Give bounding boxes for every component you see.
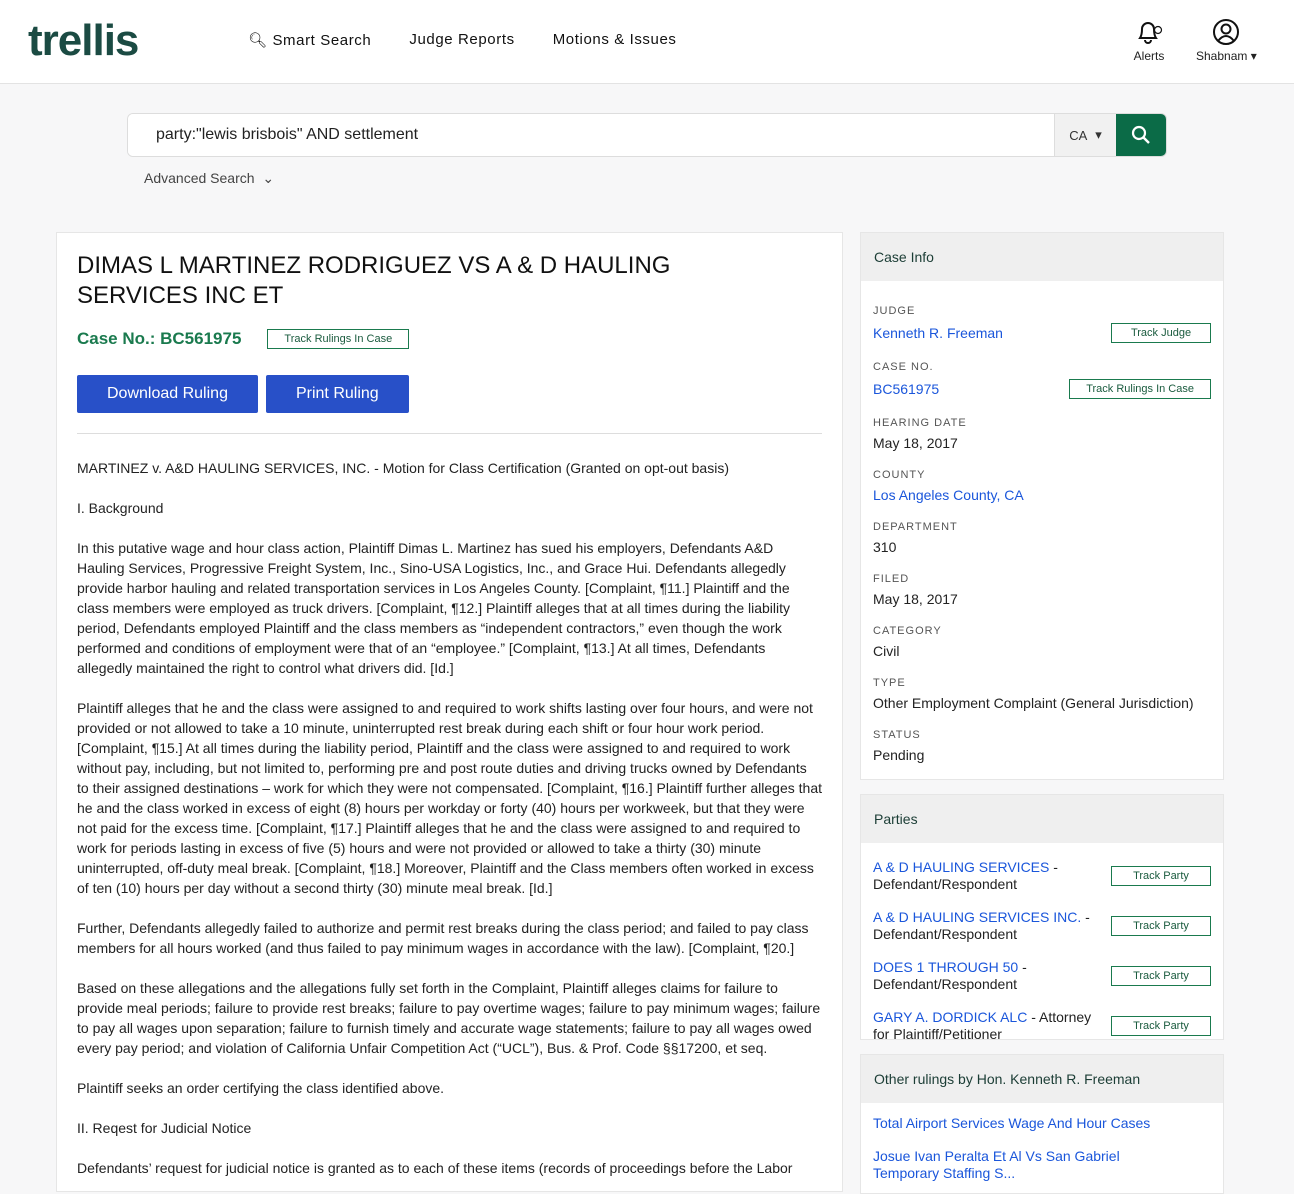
other-ruling-link[interactable]: Total Airport Services Wage And Hour Cases [873, 1115, 1151, 1131]
track-party-button[interactable]: Track Party [1111, 866, 1211, 886]
field-label: HEARING DATE [873, 417, 967, 429]
track-party-button[interactable]: Track Party [1111, 916, 1211, 936]
party-link[interactable]: GARY A. DORDICK ALC [873, 1009, 1028, 1025]
party-role: - Attorney for Plaintiff/Petitioner [873, 1009, 1092, 1042]
field-label: CATEGORY [873, 625, 942, 637]
party-link[interactable]: DOES 1 THROUGH 50 [873, 959, 1019, 975]
advanced-search-toggle[interactable]: Advanced Search ⌄ [144, 170, 275, 186]
party-role: - Defendant/Respondent [873, 859, 1058, 892]
track-judge-button[interactable]: Track Judge [1111, 323, 1211, 343]
user-name: Shabnam [1196, 49, 1248, 63]
field-value: 310 [873, 539, 897, 555]
track-rulings-side-button[interactable]: Track Rulings In Case [1069, 379, 1211, 399]
party-item [861, 1001, 1223, 1051]
party-item [861, 901, 1223, 951]
chevron-down-icon: ⌄ [262, 170, 275, 186]
parties-panel [860, 794, 1224, 1040]
party-link[interactable]: A & D HAULING SERVICES [873, 859, 1050, 875]
field-value: Civil [873, 643, 900, 659]
parties-heading: Parties [861, 795, 1223, 843]
ruling-paragraph: Further, Defendants allegedly failed to authorize and permit rest breaks during the class period; and failed to pay class members for all hours worked (and thus failed to pay minimum wages in accordance with the law). [Complaint, ¶20.] [77, 920, 809, 956]
user-icon [1212, 18, 1240, 46]
party-item [861, 951, 1223, 1001]
search-input[interactable] [128, 114, 1054, 156]
ruling-paragraph: I. Background [77, 500, 164, 516]
case-no-label: CASE NO. [873, 361, 934, 373]
alerts-label: Alerts [1133, 49, 1165, 63]
other-ruling-link[interactable]: Josue Ivan Peralta Et Al Vs San Gabriel Temporary Staffing S... [873, 1148, 1120, 1181]
track-rulings-button[interactable]: Track Rulings In Case [267, 329, 409, 349]
ruling-paragraph: II. Reqest for Judicial Notice [77, 1120, 252, 1136]
ruling-text [77, 458, 822, 1178]
field-label: TYPE [873, 677, 906, 689]
search-button[interactable] [1116, 114, 1166, 156]
case-title: DIMAS L MARTINEZ RODRIGUEZ VS A & D HAULING SERVICES INC ET [77, 252, 671, 309]
caret-down-icon: ▾ [1250, 49, 1257, 63]
field-value: Other Employment Complaint (General Jurisdiction) [873, 695, 1194, 711]
user-menu[interactable] [1196, 18, 1257, 63]
field-label: DEPARTMENT [873, 521, 958, 533]
nav-smart-search[interactable]: 🔍︎ Smart Search [248, 32, 372, 49]
ruling-paragraph: In this putative wage and hour class action, Plaintiff Dimas L. Martinez has sued his employers, Defendants A&D Hauling Services, Progressive Freight System, Inc., Sino-USA Logistics, Inc., and Grace Hui. Defendants allegedly provide harbor hauling and related transportation services in Los Angeles County. [Complaint, ¶11.] Plaintiff and the class members were employed as truck drivers. [Complaint, ¶12.] Plaintiff alleges that at all times during the liability period, Defendants employed Plaintiff and the class members as “independent contractors,” even though the work performed and conditions of employment were that of an “employee.” [Complaint, ¶13.] At all times, Defendants allegedly maintained the right to control what drivers did. [Id.] [77, 540, 791, 676]
case-info-panel [860, 232, 1224, 780]
field-label: STATUS [873, 729, 921, 741]
field-value: Pending [873, 747, 925, 763]
ruling-paragraph: Plaintiff alleges that he and the class were assigned to and required to work shifts lasting over four hours, and were not provided or not allowed to take a 10 minute, uninterrupted rest break during each shift or four hour work period. [Complaint, ¶15.] At all times during the liability period, Plaintiff and the class were assigned to and required to work without pay, including, but not limited to, performing pre and post route duties and driving trucks owned by Defendants to their assigned destinations – work for which they were not compensated. [Complaint, ¶16.] Plaintiff further alleges that he and the class worked in excess of eight (8) hours per workday or forty (40) hours per workweek, but that they were not paid for the excess time. [Complaint, ¶17.] Plaintiff alleges that he and the class were assigned to and required to work for periods lasting in excess of five (5) hours and were not provided or allowed to take a thirty (30) minute uninterrupted, off-duty meal break. [Complaint, ¶18.] Moreover, Plaintiff and the Class members often worked in excess of ten (10) hours per day without a second thirty (30) minute meal break. [Id.] [77, 700, 822, 896]
track-party-button[interactable]: Track Party [1111, 966, 1211, 986]
ruling-panel [56, 232, 843, 1192]
print-ruling-button[interactable]: Print Ruling [266, 375, 409, 413]
divider [77, 433, 822, 434]
nav-motions-issues[interactable]: Motions & Issues [552, 31, 677, 48]
search-icon [1131, 125, 1151, 145]
judge-link[interactable]: Kenneth R. Freeman [873, 325, 1003, 341]
field-value: May 18, 2017 [873, 591, 958, 607]
party-link[interactable]: A & D HAULING SERVICES INC. [873, 909, 1082, 925]
party-item [861, 851, 1223, 901]
ruling-paragraph: Defendants’ request for judicial notice is granted as to each of these items (records of proceedings before the Labor [77, 1160, 793, 1176]
search-bar [127, 113, 1167, 157]
field-value[interactable]: Los Angeles County, CA [873, 487, 1024, 503]
download-ruling-button[interactable]: Download Ruling [77, 375, 258, 413]
other-rulings-heading: Other rulings by Hon. Kenneth R. Freeman [861, 1055, 1223, 1103]
ruling-paragraph: Plaintiff seeks an order certifying the class identified above. [77, 1080, 445, 1096]
alerts-button[interactable] [1130, 18, 1168, 63]
field-label: COUNTY [873, 469, 926, 481]
field-label: FILED [873, 573, 910, 585]
other-rulings-panel [860, 1054, 1224, 1194]
caret-down-icon: ▾ [1095, 127, 1102, 142]
case-number: Case No.: BC561975 [77, 329, 242, 348]
case-info-heading: Case Info [861, 233, 1223, 281]
field-value: May 18, 2017 [873, 435, 958, 451]
party-role: - Defendant/Respondent [873, 909, 1090, 942]
search-icon: 🔍︎ [248, 32, 268, 49]
top-nav [0, 0, 1294, 84]
state-select[interactable]: CA ▾ [1054, 114, 1116, 156]
ruling-paragraph: Based on these allegations and the allegations fully set forth in the Complaint, Plaintiff alleges claims for failure to provide meal periods; failure to provide rest breaks; failure to pay overtime wages; failure to pay minimum wages; failure to pay all wages upon separation; failure to furnish timely and accurate wage statements; failure to pay all wages owed every pay period; and violation of California Unfair Competition Act (“UCL”), Bus. & Prof. Code §§17200, et seq. [77, 980, 821, 1056]
track-party-button[interactable]: Track Party [1111, 1016, 1211, 1036]
nav-judge-reports[interactable]: Judge Reports [409, 31, 515, 48]
case-no-link[interactable]: BC561975 [873, 381, 940, 397]
trellis-logo[interactable]: trellis [28, 16, 139, 65]
ruling-paragraph: MARTINEZ v. A&D HAULING SERVICES, INC. - Motion for Class Certification (Granted on opt-out basis) [77, 460, 729, 476]
judge-label: JUDGE [873, 305, 916, 317]
bell-icon [1134, 18, 1164, 46]
party-role: - Defendant/Respondent [873, 959, 1027, 992]
